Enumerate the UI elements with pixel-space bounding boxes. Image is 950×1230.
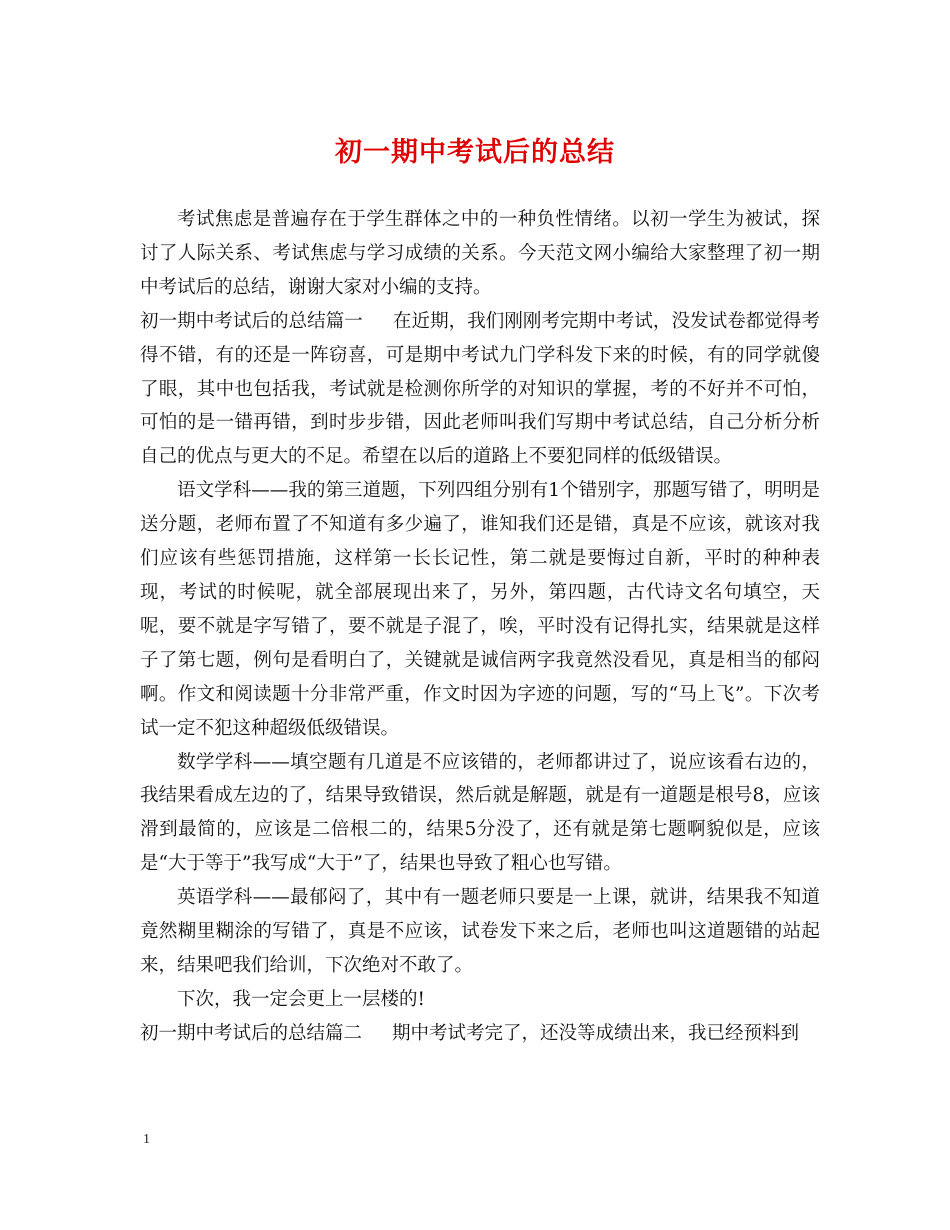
paragraph: 语文学科——我的第三道题，下列四组分别有1个错别字，那题写错了，明明是送分题，老师布置了不知道有多少遍了，谁知我们还是错，真是不应该，就该对我们应该有些惩罚措施，这样第一长长记性，第二就是要悔过自新，平时的种种表现，考试的时候呢，就全部展现出来了，另外，第四题，古代诗文名句填空，天呢，要不就是字写错了，要不就是子混了，唉，平时没有记得扎实，结果就是这样子了第七题，例句是看明白了，关键就是诚信两字我竟然没看见，真是相当的郁闷啊。作文和阅读题十分非常严重，作文时因为字迹的问题，写的“马上飞”。下次考试一定不犯这种超级低级错误。 xyxy=(140,480,820,739)
paragraph-text: 期中考试考完了，还没等成绩出来，我已经预料到 xyxy=(392,1022,800,1044)
paragraph: 英语学科——最郁闷了，其中有一题老师只要是一上课，就讲，结果我不知道竟然糊里糊涂的写错了，真是不应该，试卷发下来之后，老师也叫这道题错的站起来，结果吧我们给训，下次绝对不敢了。 xyxy=(140,887,820,976)
paragraph: 数学学科——填空题有几道是不应该错的，老师都讲过了，说应该看右边的，我结果看成左边的了，结果导致错误，然后就是解题，就是有一道题是根号8，应该滑到最简的，应该是二倍根二的，结果5分没了，还有就是第七题啊貌似是，应该是“大于等于”我写成“大于”了，结果也导致了粗心也写错。 xyxy=(140,751,820,875)
paragraph xyxy=(140,305,820,475)
section-heading: 初一期中考试后的总结篇一 xyxy=(140,310,363,332)
paragraph xyxy=(140,1017,820,1051)
section-heading: 初一期中考试后的总结篇二 xyxy=(140,1022,363,1044)
paragraph: 下次，我一定会更上一层楼的! xyxy=(177,988,425,1010)
paragraph-text: 在近期，我们刚刚考完期中考试，没发试卷都觉得考得不错，有的还是一阵窃喜，可是期中考试九门学科发下来的时候，有的同学就傻了眼，其中也包括我，考试就是检测你所学的对知识的掌握，考的不好并不可怕，可怕的是一错再错，到时步步错，因此老师叫我们写期中考试总结，自己分析分析自己的优点与更大的不足。希望在以后的道路上不要犯同样的低级错误。 xyxy=(140,310,820,468)
page-number: 1 xyxy=(143,1132,150,1147)
document-title: 初一期中考试后的总结 xyxy=(335,137,615,168)
paragraph: 考试焦虑是普遍存在于学生群体之中的一种负性情绪。以初一学生为被试，探讨了人际关系、考试焦虑与学习成绩的关系。今天范文网小编给大家整理了初一期中考试后的总结，谢谢大家对小编的支持。 xyxy=(140,209,820,298)
document-body xyxy=(140,203,820,1051)
